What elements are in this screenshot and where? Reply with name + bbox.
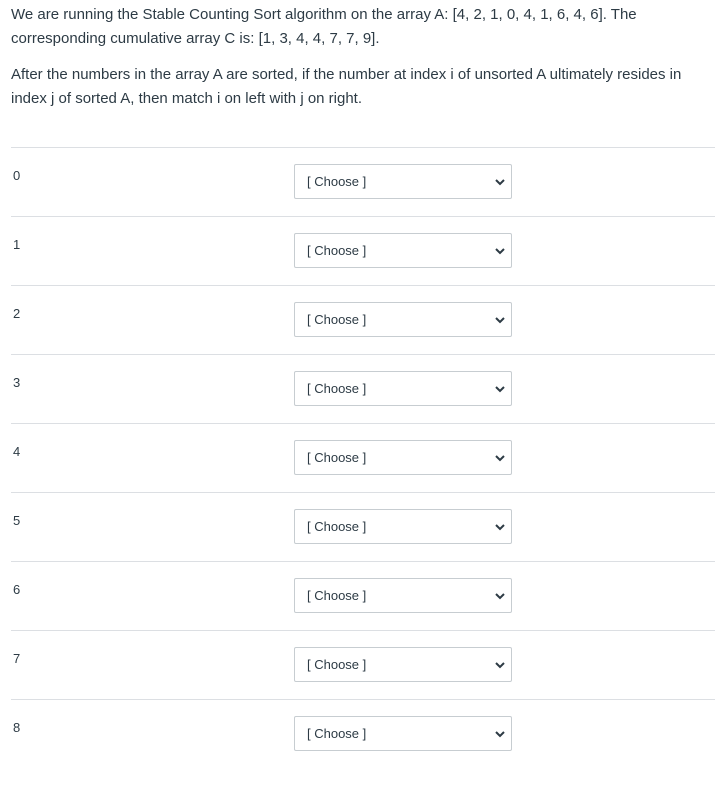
match-row — [11, 630, 715, 699]
answer-select[interactable] — [294, 647, 512, 682]
answer-select-value: [ Choose ] — [307, 588, 367, 603]
match-row-label: 3 — [13, 375, 21, 390]
question-text — [11, 3, 716, 111]
match-row — [11, 699, 715, 768]
chevron-down-icon — [495, 315, 505, 325]
match-row-label: 7 — [13, 651, 21, 666]
answer-select-value: [ Choose ] — [307, 381, 367, 396]
chevron-down-icon — [495, 729, 505, 739]
match-row-label: 4 — [13, 444, 21, 459]
match-row — [11, 147, 715, 216]
match-row-label: 2 — [13, 306, 21, 321]
answer-select-value: [ Choose ] — [307, 174, 367, 189]
answer-select[interactable] — [294, 371, 512, 406]
match-row — [11, 492, 715, 561]
match-row-label: 6 — [13, 582, 21, 597]
answer-select[interactable] — [294, 716, 512, 751]
answer-select[interactable] — [294, 440, 512, 475]
answer-select[interactable] — [294, 164, 512, 199]
answer-select[interactable] — [294, 302, 512, 337]
match-row — [11, 285, 715, 354]
answer-select-value: [ Choose ] — [307, 726, 367, 741]
chevron-down-icon — [495, 591, 505, 601]
question-line-2: After the numbers in the array A are sorted, if the number at index i of unsorted A ultimately resides in index j of sorted A, then match i on left with j on right. — [11, 66, 682, 107]
answer-select-value: [ Choose ] — [307, 243, 367, 258]
answer-select-value: [ Choose ] — [307, 450, 367, 465]
chevron-down-icon — [495, 660, 505, 670]
match-row — [11, 423, 715, 492]
answer-select[interactable] — [294, 233, 512, 268]
chevron-down-icon — [495, 384, 505, 394]
answer-select[interactable] — [294, 578, 512, 613]
answer-select-value: [ Choose ] — [307, 312, 367, 327]
chevron-down-icon — [495, 246, 505, 256]
match-row-label: 8 — [13, 720, 21, 735]
match-row-label: 1 — [13, 237, 21, 252]
answer-select[interactable] — [294, 509, 512, 544]
match-row-label: 5 — [13, 513, 21, 528]
chevron-down-icon — [495, 177, 505, 187]
match-row — [11, 216, 715, 285]
answer-select-value: [ Choose ] — [307, 519, 367, 534]
match-row — [11, 354, 715, 423]
answer-select-value: [ Choose ] — [307, 657, 367, 672]
chevron-down-icon — [495, 522, 505, 532]
match-row — [11, 561, 715, 630]
matching-list — [11, 147, 715, 768]
chevron-down-icon — [495, 453, 505, 463]
question-line-1: We are running the Stable Counting Sort algorithm on the array A: [4, 2, 1, 0, 4, 1, 6, 4, 6]. The corresponding cumulative array C is: [1, 3, 4, 4, 7, 7, 9]. — [11, 6, 637, 47]
match-row-label: 0 — [13, 168, 21, 183]
